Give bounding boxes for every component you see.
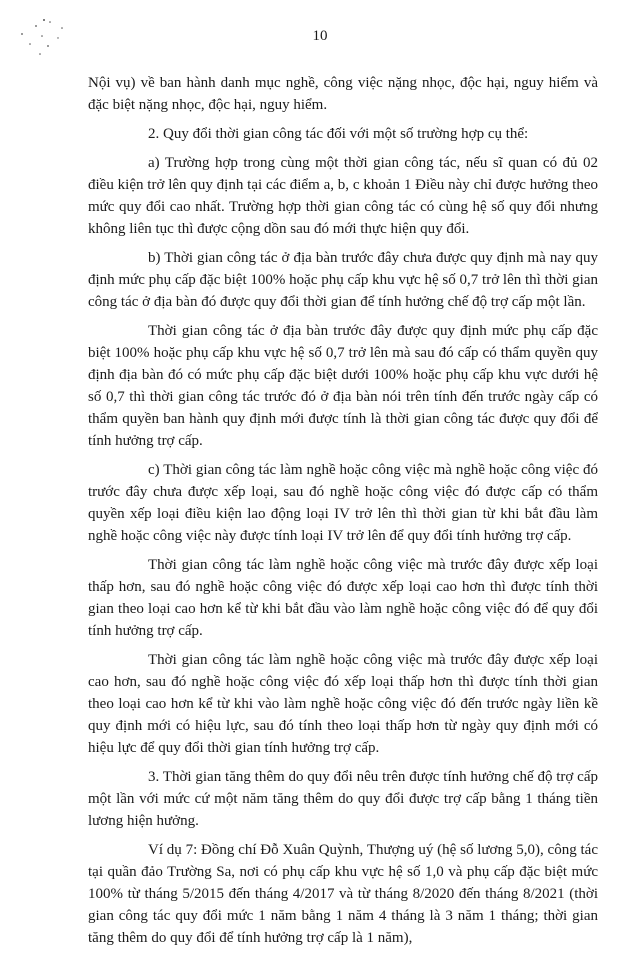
paragraph-item-b: b) Thời gian công tác ở địa bàn trước đây chưa được quy định mà nay quy định mức phụ cấp đặc biệt 100% hoặc phụ cấp khu vực hệ số 0,7 trở lên thì thời gian công tác ở địa bàn đó được quy đổi thời gian để tính hưởng chế độ trợ cấp một lần. xyxy=(88,250,598,310)
paragraph-section-3: 3. Thời gian tăng thêm do quy đổi nêu trên được tính hưởng chế độ trợ cấp một lần với mức cứ một năm tăng thêm do quy đổi được trợ cấp bằng 1 tháng tiền lương hiện hưởng. xyxy=(88,769,598,829)
paragraph-item-a: a) Trường hợp trong cùng một thời gian công tác, nếu sĩ quan có đủ 02 điều kiện trở lên quy định tại các điểm a, b, c khoản 1 Điều này chỉ được hưởng theo mức quy đổi cao nhất. Trường hợp thời gian công tác có cùng hệ số quy đổi nhưng không liên tục thì được cộng dồn sau đó mới thực hiện quy đổi. xyxy=(88,155,598,237)
paragraph-section-2: 2. Quy đổi thời gian công tác đối với một số trường hợp cụ thể: xyxy=(148,126,529,142)
paragraph-item-c-higher: Thời gian công tác làm nghề hoặc công việc mà trước đây được xếp loại cao hơn, sau đó nghề hoặc công việc đó xếp loại thấp hơn thì được tính thời gian theo loại cao hơn kể từ khi vào làm nghề hoặc công việc đó đến trước ngày liền kề quy định mới có hiệu lực, sau đó tính theo loại thấp hơn từ ngày quy định mới có hiệu lực để quy đổi thời gian tính hưởng trợ cấp. xyxy=(88,652,598,756)
paragraph-item-b-detail: Thời gian công tác ở địa bàn trước đây được quy định mức phụ cấp đặc biệt 100% hoặc phụ cấp khu vực hệ số 0,7 trở lên mà sau đó cấp có thẩm quyền quy định địa bàn đó có mức phụ cấp đặc biệt dưới 100% hoặc phụ cấp khu vực dưới hệ số 0,7 thì thời gian công tác trước đó ở địa bàn nói trên tính đến trước ngày cấp có thẩm quyền ban hành quy định mới được tính là thời gian công tác được quy đổi để tính hưởng trợ cấp. xyxy=(88,323,598,449)
body-text xyxy=(88,72,598,956)
paragraph-item-c-lower: Thời gian công tác làm nghề hoặc công việc mà trước đây được xếp loại thấp hơn, sau đó nghề hoặc công việc đó được xếp loại cao hơn thì được tính thời gian theo loại cao hơn kể từ khi bắt đầu vào làm nghề hoặc công việc đó để quy đổi tính hưởng trợ cấp. xyxy=(88,557,598,639)
paragraph-item-c: c) Thời gian công tác làm nghề hoặc công việc mà nghề hoặc công việc đó trước đây chưa được xếp loại, sau đó nghề hoặc công việc đó được cấp có thẩm quyền xếp loại điều kiện lao động loại IV trở lên thì thời gian từ khi bắt đầu làm nghề hoặc công việc này được tính loại IV trở lên để quy đổi tính hưởng trợ cấp. xyxy=(88,462,598,544)
paragraph-example-7: Ví dụ 7: Đồng chí Đỗ Xuân Quỳnh, Thượng uý (hệ số lương 5,0), công tác tại quần đảo Trường Sa, nơi có phụ cấp khu vực hệ số 1,0 và phụ cấp đặc biệt mức 100% từ tháng 5/2015 đến tháng 4/2017 và từ tháng 8/2020 đến tháng 8/2021 (thời gian công tác quy đổi mức 1 năm bằng 1 năm 4 tháng là 3 năm 1 tháng; thời gian tăng thêm do quy đổi để tính hưởng trợ cấp là 1 năm), xyxy=(88,842,598,946)
paragraph-continuation: Nội vụ) về ban hành danh mục nghề, công việc nặng nhọc, độc hại, nguy hiểm và đặc biệt nặng nhọc, độc hại, nguy hiểm. xyxy=(88,75,598,113)
page-number: 10 xyxy=(312,28,328,44)
